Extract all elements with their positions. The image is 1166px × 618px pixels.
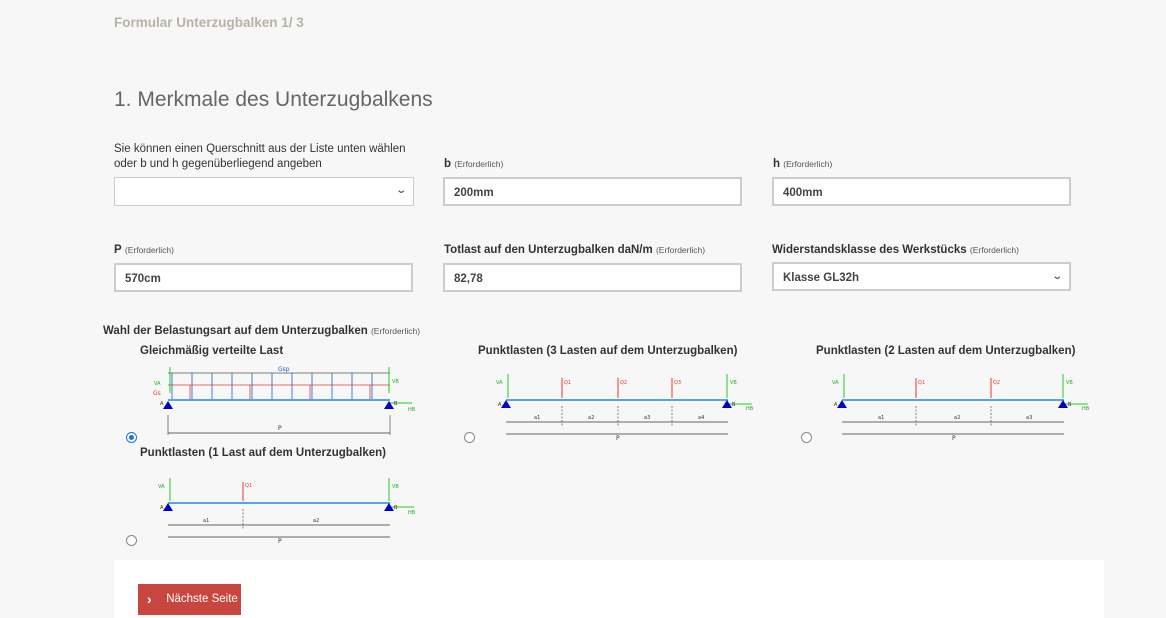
span-p-label: P — [952, 435, 956, 442]
radio-2-point-loads[interactable] — [801, 432, 812, 443]
gs-label: Gs — [153, 390, 161, 397]
va-label: VA — [496, 380, 503, 386]
hb-label: HB — [746, 406, 754, 412]
support-b-label: B — [394, 401, 398, 407]
span-p-label: P — [278, 538, 282, 545]
support-a-icon — [163, 503, 173, 511]
field-class-name: Widerstandsklasse des Werkstücks — [772, 244, 967, 256]
gs-arrows — [190, 385, 370, 399]
cross-section-label-line2: oder b und h gegenüberliegend angeben — [114, 158, 322, 170]
a1-label: a1 — [203, 518, 210, 524]
field-h-name: h — [773, 158, 781, 170]
a1-label: a1 — [534, 415, 541, 421]
radio-uniform-load[interactable] — [126, 432, 137, 443]
chevron-right-icon: › — [147, 591, 152, 607]
one-point-load-diagram — [150, 472, 420, 546]
q2-label: Q2 — [620, 380, 628, 386]
required-tag: (Erforderlich) — [370, 326, 421, 336]
field-h-label — [773, 157, 832, 172]
support-a-label: A — [160, 505, 164, 511]
field-b-name: b — [444, 158, 452, 170]
field-p-label — [114, 243, 174, 258]
field-load-input[interactable]: 82,78 — [443, 263, 742, 292]
field-load-label — [444, 243, 705, 258]
cross-section-label — [114, 142, 406, 172]
cross-section-label-line1: Sie können einen Querschnitt aus der Liste unten wählen — [114, 143, 406, 155]
required-tag: (Erforderlich) — [783, 159, 833, 169]
support-a-icon — [501, 400, 511, 408]
va-label: VA — [158, 484, 165, 490]
field-load-name: Totlast auf den Unterzugbalken daN/m — [444, 244, 653, 256]
support-b-icon — [384, 401, 394, 409]
span-p-label: P — [616, 435, 620, 442]
option-1-point-title: Punktlasten (1 Last auf dem Unterzugbalken) — [140, 447, 387, 459]
support-a-icon — [837, 400, 847, 408]
span-p-label: P — [278, 425, 282, 432]
cross-section-select[interactable] — [114, 177, 414, 206]
radio-1-point-load[interactable] — [126, 535, 137, 546]
a2-label: a2 — [588, 415, 595, 421]
form-header: Formular Unterzugbalken 1/ 3 — [114, 15, 304, 30]
option-3-point-title: Punktlasten (3 Lasten auf dem Unterzugbalken) — [478, 345, 738, 357]
vb-label: VB — [392, 379, 399, 385]
field-b-input[interactable]: 200mm — [443, 177, 742, 206]
va-label: VA — [832, 380, 839, 386]
support-b-label: B — [1068, 402, 1072, 408]
va-label: VA — [154, 381, 161, 387]
support-b-label: B — [732, 402, 736, 408]
next-page-button[interactable] — [138, 584, 241, 615]
q3-label: Q3 — [674, 380, 682, 386]
required-tag: (Erforderlich) — [655, 245, 706, 255]
support-a-label: A — [498, 402, 502, 408]
chevron-down-icon: ⌄ — [1050, 271, 1063, 282]
hb-label: HB — [1082, 406, 1090, 412]
option-uniform-title: Gleichmäßig verteilte Last — [140, 345, 284, 357]
required-tag: (Erforderlich) — [969, 245, 1019, 255]
required-tag: (Erforderlich) — [124, 245, 174, 255]
support-a-icon — [163, 401, 173, 409]
load-arrows — [172, 373, 372, 399]
q1-label: Q1 — [564, 380, 572, 386]
three-point-load-diagram — [490, 370, 760, 442]
a3-label: a3 — [644, 415, 651, 421]
support-a-label: A — [160, 401, 164, 407]
a2-label: a2 — [954, 415, 961, 421]
uniform-load-diagram — [150, 363, 420, 439]
hb-label: HB — [408, 510, 416, 516]
field-h-input[interactable]: 400mm — [772, 177, 1071, 206]
load-type-label — [103, 324, 420, 339]
support-a-label: A — [834, 402, 838, 408]
q2-label: Q2 — [993, 380, 1001, 386]
section-title: 1. Merkmale des Unterzugbalkens — [114, 88, 433, 111]
a3-label: a3 — [1026, 415, 1033, 421]
hb-label: HB — [408, 407, 416, 413]
support-b-label: B — [394, 505, 398, 511]
vb-label: VB — [392, 484, 399, 490]
radio-3-point-loads[interactable] — [464, 432, 475, 443]
load-type-name: Wahl der Belastungsart auf dem Unterzugbalken — [103, 325, 368, 337]
a1-label: a1 — [878, 415, 885, 421]
field-p-name: P — [114, 244, 122, 256]
field-class-select[interactable] — [772, 262, 1071, 291]
vb-label: VB — [1066, 380, 1073, 386]
gsp-label: Gsp — [278, 366, 290, 373]
field-b-label — [444, 157, 503, 172]
footer-panel — [114, 560, 1104, 618]
a4-label: a4 — [698, 415, 705, 421]
two-point-load-diagram — [826, 370, 1096, 442]
next-page-label: Nächste Seite — [166, 593, 238, 605]
q1-label: Q1 — [245, 483, 253, 489]
field-class-label — [772, 243, 1019, 258]
option-2-point-title: Punktlasten (2 Lasten auf dem Unterzugbalken) — [816, 345, 1076, 357]
chevron-down-icon: ⌄ — [394, 185, 407, 196]
field-class-value: Klasse GL32h — [783, 272, 860, 284]
a2-label: a2 — [313, 518, 320, 524]
field-p-input[interactable]: 570cm — [114, 263, 413, 292]
required-tag: (Erforderlich) — [454, 159, 504, 169]
q1-label: Q1 — [918, 380, 926, 386]
vb-label: VB — [730, 380, 737, 386]
